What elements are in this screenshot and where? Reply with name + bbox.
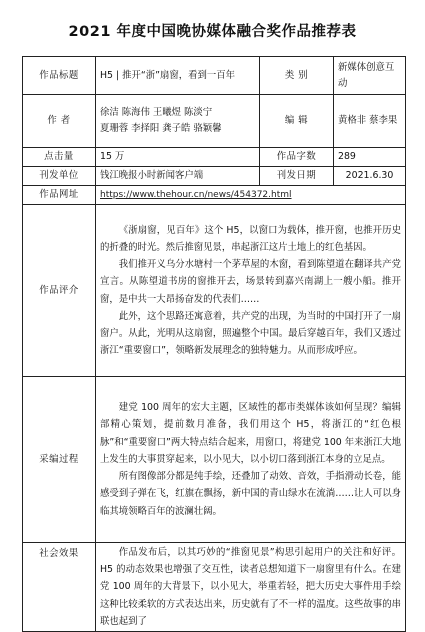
process-row bbox=[23, 377, 406, 543]
publisher-value: 钱江晚报小时新闻客户端 bbox=[96, 167, 260, 186]
clicks-value: 15 万 bbox=[96, 148, 260, 167]
label-author: 作 者 bbox=[23, 95, 96, 148]
category-value: 新媒体创意互动 bbox=[334, 57, 406, 95]
work-title-value: H5 | 推开“浙”扇窗，看到一百年 bbox=[96, 57, 260, 95]
authors-cell bbox=[96, 95, 260, 148]
document-title: 2021 年度中国晚协媒体融合奖作品推荐表 bbox=[68, 24, 357, 40]
label-url: 作品网址 bbox=[23, 186, 96, 205]
process-paragraph: 所有图像部分都是纯手绘，还叠加了动效、音效，手指滑动长卷，能感受到子弹在飞，红旗在飘扬，新中国的青山绿水在流淌……让人可以身临其境领略百年的波澜壮阔。 bbox=[100, 471, 401, 517]
review-paragraph: 《浙扇窗，见百年》这个 H5，以窗口为载体，推开窗，也推开历史的折叠的时光。然后推窗见景，串起浙江这片土地上的红色基因。 bbox=[100, 224, 401, 253]
effect-row bbox=[23, 543, 406, 632]
effect-content bbox=[96, 543, 406, 632]
review-paragraph: 我们推开义乌分水塘村一个茅草屋的木窗，看到陈望道在翻译共产党宣言。从陈望道书房的窗推开去，场景转到嘉兴南湖上一艘小船。推开窗，是中共一大昂扬奋发的代表们…… bbox=[100, 259, 401, 305]
url-cell bbox=[96, 186, 406, 205]
authors-line-2: 夏珊蓉 李择阳 龚子皓 骆颖馨 bbox=[100, 123, 222, 134]
recommendation-form bbox=[22, 56, 406, 632]
label-category: 类 别 bbox=[260, 57, 334, 95]
publisher-row bbox=[23, 167, 406, 186]
word-count-value: 289 bbox=[334, 148, 406, 167]
clicks-row bbox=[23, 148, 406, 167]
effect-paragraph: 作品发布后，以其巧妙的“推窗见景”构思引起用户的关注和好评。H5 的动态效果也增强了交互性，读者总想知道下一扇窗里有什么。在建党 100 周年的大背景下，以小见大，举重若轻，把大历史大事件用手绘这种比较柔软的方式表达出来，历史就有了不一样的温度。这些故事的串联也起到了 bbox=[100, 547, 401, 627]
author-row bbox=[23, 95, 406, 148]
work-url-link[interactable]: https://www.thehour.cn/news/454372.html bbox=[100, 190, 292, 200]
review-content bbox=[96, 205, 406, 377]
label-publisher: 刊发单位 bbox=[23, 167, 96, 186]
label-editor: 编 辑 bbox=[260, 95, 334, 148]
label-effect: 社会效果 bbox=[23, 543, 96, 632]
process-content bbox=[96, 377, 406, 543]
url-row bbox=[23, 186, 406, 205]
process-paragraph: 建党 100 周年的宏大主题，区域性的都市类媒体该如何呈现？编辑部精心策划，提前数月准备，我们用这个 H5，将浙江的“红色根脉”和“重要窗口”两大特点结合起来，用窗口，将建党 100 年来浙江大地上发生的大事贯穿起来，以小见大，以小切口落到浙江本身的立足点。 bbox=[100, 402, 401, 465]
label-word-count: 作品字数 bbox=[260, 148, 334, 167]
label-title: 作品标题 bbox=[23, 57, 96, 95]
publish-date-value: 2021.6.30 bbox=[334, 167, 406, 186]
review-paragraph: 此外，这个思路还寓意着，共产党的出现，为当时的中国打开了一扇窗户。从此，光明从这扇窗，照遍整个中国。最后穿越百年，我们又透过浙江“重要窗口”，领略新发展理念的独特魅力。从而形成呼应。 bbox=[100, 310, 401, 357]
label-publish-date: 刊发日期 bbox=[260, 167, 334, 186]
authors-line-1: 徐洁 陈海伟 王曦煜 陈淡宁 bbox=[100, 107, 213, 118]
review-row bbox=[23, 205, 406, 377]
label-review: 作品评介 bbox=[23, 205, 96, 377]
title-row bbox=[23, 57, 406, 95]
editor-value: 黄格非 蔡李果 bbox=[334, 95, 406, 148]
label-clicks: 点击量 bbox=[23, 148, 96, 167]
label-process: 采编过程 bbox=[23, 377, 96, 543]
